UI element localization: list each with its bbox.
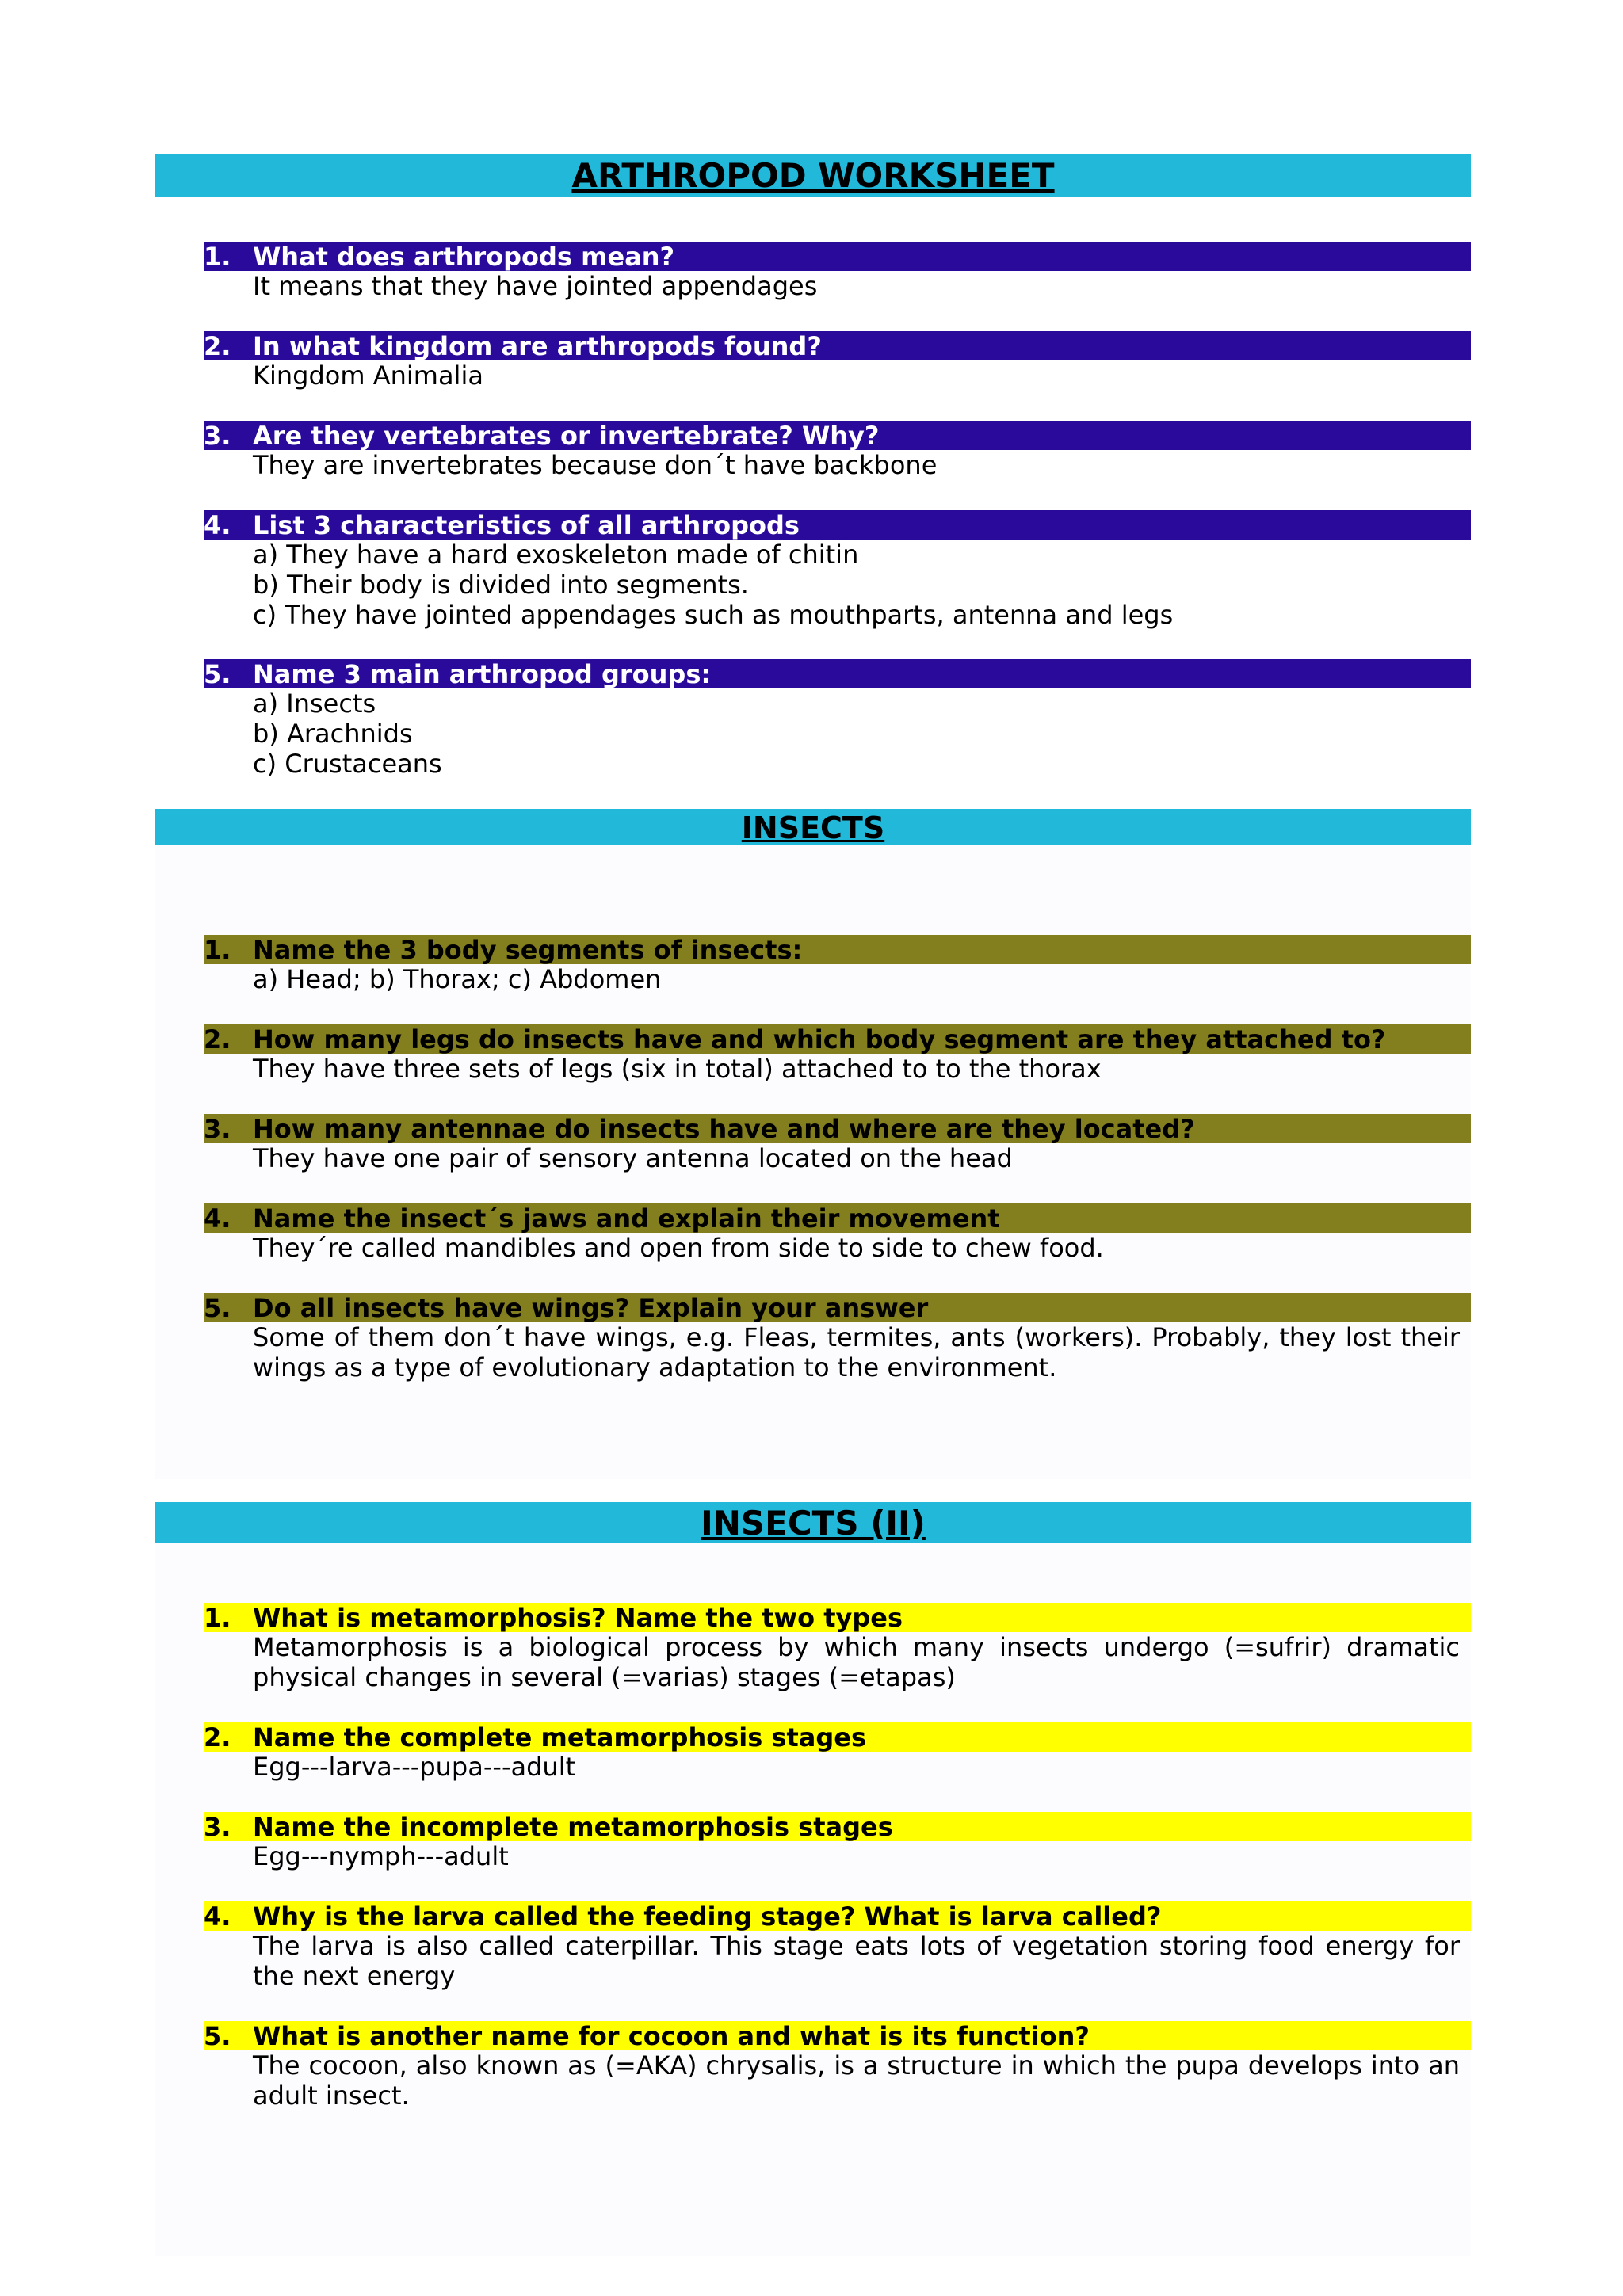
question-number: 2. xyxy=(204,1024,231,1054)
question-bar xyxy=(204,1901,1471,1931)
answer xyxy=(253,271,1460,301)
question-text: Name 3 main arthropod groups: xyxy=(253,659,712,688)
answer-line: a) They have a hard exoskeleton made of chitin xyxy=(253,540,859,570)
answer xyxy=(253,1143,1460,1173)
question-bar xyxy=(204,1203,1471,1233)
answer xyxy=(253,1054,1460,1084)
question-text: Name the insect´s jaws and explain their movement xyxy=(253,1203,1000,1233)
answer xyxy=(253,1931,1460,1991)
question-number: 4. xyxy=(204,1203,231,1233)
question-text: In what kingdom are arthropods found? xyxy=(253,331,822,360)
question-bar xyxy=(204,1603,1471,1632)
answer xyxy=(253,1632,1460,1692)
question-number: 1. xyxy=(204,1603,231,1632)
question-text: Do all insects have wings? Explain your answer xyxy=(253,1293,929,1322)
worksheet-title: ARTHROPOD WORKSHEET xyxy=(155,154,1471,197)
answer-line: Egg---larva---pupa---adult xyxy=(253,1752,576,1782)
answer-line: They´re called mandibles and open from side to side to chew food. xyxy=(253,1233,1104,1263)
question-number: 2. xyxy=(204,1722,231,1752)
question-text: Why is the larva called the feeding stage? What is larva called? xyxy=(253,1901,1162,1931)
question-number: 1. xyxy=(204,935,231,964)
insects-section-title: INSECTS xyxy=(155,809,1471,845)
question-bar xyxy=(204,659,1471,688)
question-number: 2. xyxy=(204,331,231,360)
answer xyxy=(253,540,1460,630)
question-bar xyxy=(204,1024,1471,1054)
answer-line: They are invertebrates because don´t have backbone xyxy=(253,450,938,480)
answer-line: They have three sets of legs (six in total) attached to to the thorax xyxy=(253,1054,1102,1084)
question-text: What does arthropods mean? xyxy=(253,242,675,271)
question-text: What is metamorphosis? Name the two types xyxy=(253,1603,903,1632)
answer xyxy=(253,1841,1460,1871)
answer-line: Kingdom Animalia xyxy=(253,360,483,391)
question-number: 5. xyxy=(204,659,231,688)
question-bar xyxy=(204,2021,1471,2050)
question-text: Name the incomplete metamorphosis stages xyxy=(253,1812,893,1841)
answer-line: Some of them don´t have wings, e.g. Fleas, termites, ants (workers). Probably, they lost their wings as a type of evolutionary adaptation to the environment. xyxy=(253,1322,1460,1383)
answer-line: Metamorphosis is a biological process by which many insects undergo (=sufrir) dramatic physical changes in several (=varias) stages (=etapas) xyxy=(253,1632,1460,1692)
answer-line: a) Head; b) Thorax; c) Abdomen xyxy=(253,964,662,994)
question-number: 3. xyxy=(204,1812,231,1841)
question-number: 5. xyxy=(204,2021,231,2050)
question-text: What is another name for cocoon and what is its function? xyxy=(253,2021,1090,2050)
question-text: List 3 characteristics of all arthropods xyxy=(253,510,800,540)
insects-ii-section-title: INSECTS (II) xyxy=(155,1502,1471,1543)
answer xyxy=(253,1233,1460,1263)
answer xyxy=(253,964,1460,994)
answer-line: They have one pair of sensory antenna located on the head xyxy=(253,1143,1013,1173)
question-number: 1. xyxy=(204,242,231,271)
question-bar xyxy=(204,421,1471,450)
question-text: Name the complete metamorphosis stages xyxy=(253,1722,867,1752)
question-bar xyxy=(204,510,1471,540)
question-text: Are they vertebrates or invertebrate? Why? xyxy=(253,421,880,450)
question-text: How many legs do insects have and which body segment are they attached to? xyxy=(253,1024,1386,1054)
question-bar xyxy=(204,242,1471,271)
question-bar xyxy=(204,1293,1471,1322)
answer-line: Egg---nymph---adult xyxy=(253,1841,509,1871)
question-number: 3. xyxy=(204,1114,231,1143)
answer xyxy=(253,2050,1460,2111)
answer-line: b) Arachnids xyxy=(253,719,413,749)
question-number: 3. xyxy=(204,421,231,450)
answer-line: The larva is also called caterpillar. This stage eats lots of vegetation storing food energy for the next energy xyxy=(253,1931,1460,1991)
answer xyxy=(253,1752,1460,1782)
question-text: Name the 3 body segments of insects: xyxy=(253,935,803,964)
question-number: 4. xyxy=(204,510,231,540)
answer-line: The cocoon, also known as (=AKA) chrysalis, is a structure in which the pupa develops into an adult insect. xyxy=(253,2050,1460,2111)
question-text: How many antennae do insects have and where are they located? xyxy=(253,1114,1195,1143)
question-bar xyxy=(204,935,1471,964)
question-number: 4. xyxy=(204,1901,231,1931)
answer xyxy=(253,360,1460,391)
question-bar xyxy=(204,331,1471,360)
question-bar xyxy=(204,1722,1471,1752)
answer-line: c) They have jointed appendages such as mouthparts, antenna and legs xyxy=(253,600,1174,630)
answer-line: a) Insects xyxy=(253,688,376,719)
question-number: 5. xyxy=(204,1293,231,1322)
question-bar xyxy=(204,1114,1471,1143)
answer xyxy=(253,450,1460,480)
question-bar xyxy=(204,1812,1471,1841)
answer xyxy=(253,1322,1460,1383)
answer-line: b) Their body is divided into segments. xyxy=(253,570,749,600)
answer-line: It means that they have jointed appendages xyxy=(253,271,818,301)
answer xyxy=(253,688,1460,779)
answer-line: c) Crustaceans xyxy=(253,749,442,779)
